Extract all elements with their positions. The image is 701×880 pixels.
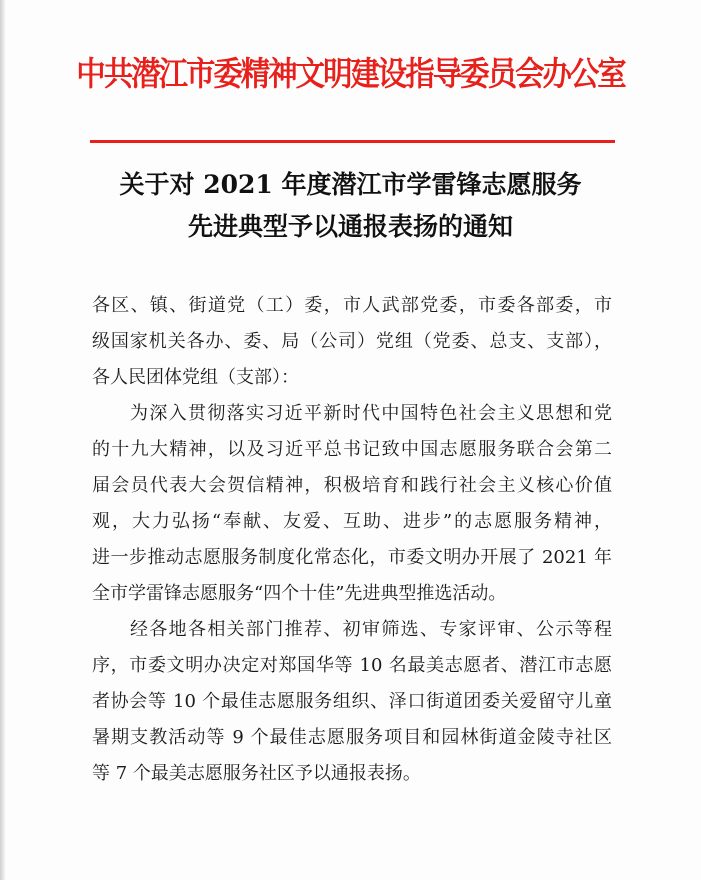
paragraph-1-line-5: 进一步推动志愿服务制度化常态化，市委文明办开展了 2021 年 xyxy=(92,547,612,568)
paragraph-2-line-5: 等 7 个最美志愿服务社区予以通报表扬。 xyxy=(92,763,421,784)
paragraph-1-line-2: 的十九大精神，以及习近平总书记致中国志愿服务联合会第二 xyxy=(92,439,612,460)
paragraph-1-line-3: 届会员代表大会贺信精神，积极培育和践行社会主义核心价值 xyxy=(92,475,612,496)
addressee-line-2: 级国家机关各办、委、局（公司）党组（党委、总支、支部）， xyxy=(92,331,612,352)
paragraph-2-line-2: 序，市委文明办决定对郑国华等 10 名最美志愿者、潜江市志愿 xyxy=(92,655,612,676)
notice-body xyxy=(92,288,612,792)
notice-title-line-1: 关于对 2021 年度潜江市学雷锋志愿服务 xyxy=(119,170,582,199)
scan-edge-shadow xyxy=(0,0,6,880)
paragraph-1-line-1: 为深入贯彻落实习近平新时代中国特色社会主义思想和党 xyxy=(130,403,612,424)
paragraph-2-line-3: 者协会等 10 个最佳志愿服务组织、泽口街道团委关爱留守儿童 xyxy=(92,691,612,712)
paragraph-2-line-4: 暑期支教活动等 9 个最佳志愿服务项目和园林街道金陵寺社区 xyxy=(92,727,612,748)
paragraph-1-line-4: 观，大力弘扬“奉献、友爱、互助、进步”的志愿服务精神， xyxy=(92,511,612,532)
letterhead-org-name: 中共潜江市委精神文明建设指导委员会办公室 xyxy=(76,54,625,93)
paragraph-1-line-6: 全市学雷锋志愿服务“四个十佳”先进典型推选活动。 xyxy=(92,583,507,604)
addressee-line-1: 各区、镇、街道党（工）委，市人武部党委，市委各部委，市 xyxy=(92,295,612,316)
addressee-line-3: 各人民团体党组（支部）： xyxy=(92,367,299,388)
paragraph-2-line-1: 经各地各相关部门推荐、初审筛选、专家评审、公示等程 xyxy=(130,619,612,640)
letterhead-red-rule xyxy=(90,140,615,143)
notice-title-line-2: 先进典型予以通报表扬的通知 xyxy=(187,212,513,241)
